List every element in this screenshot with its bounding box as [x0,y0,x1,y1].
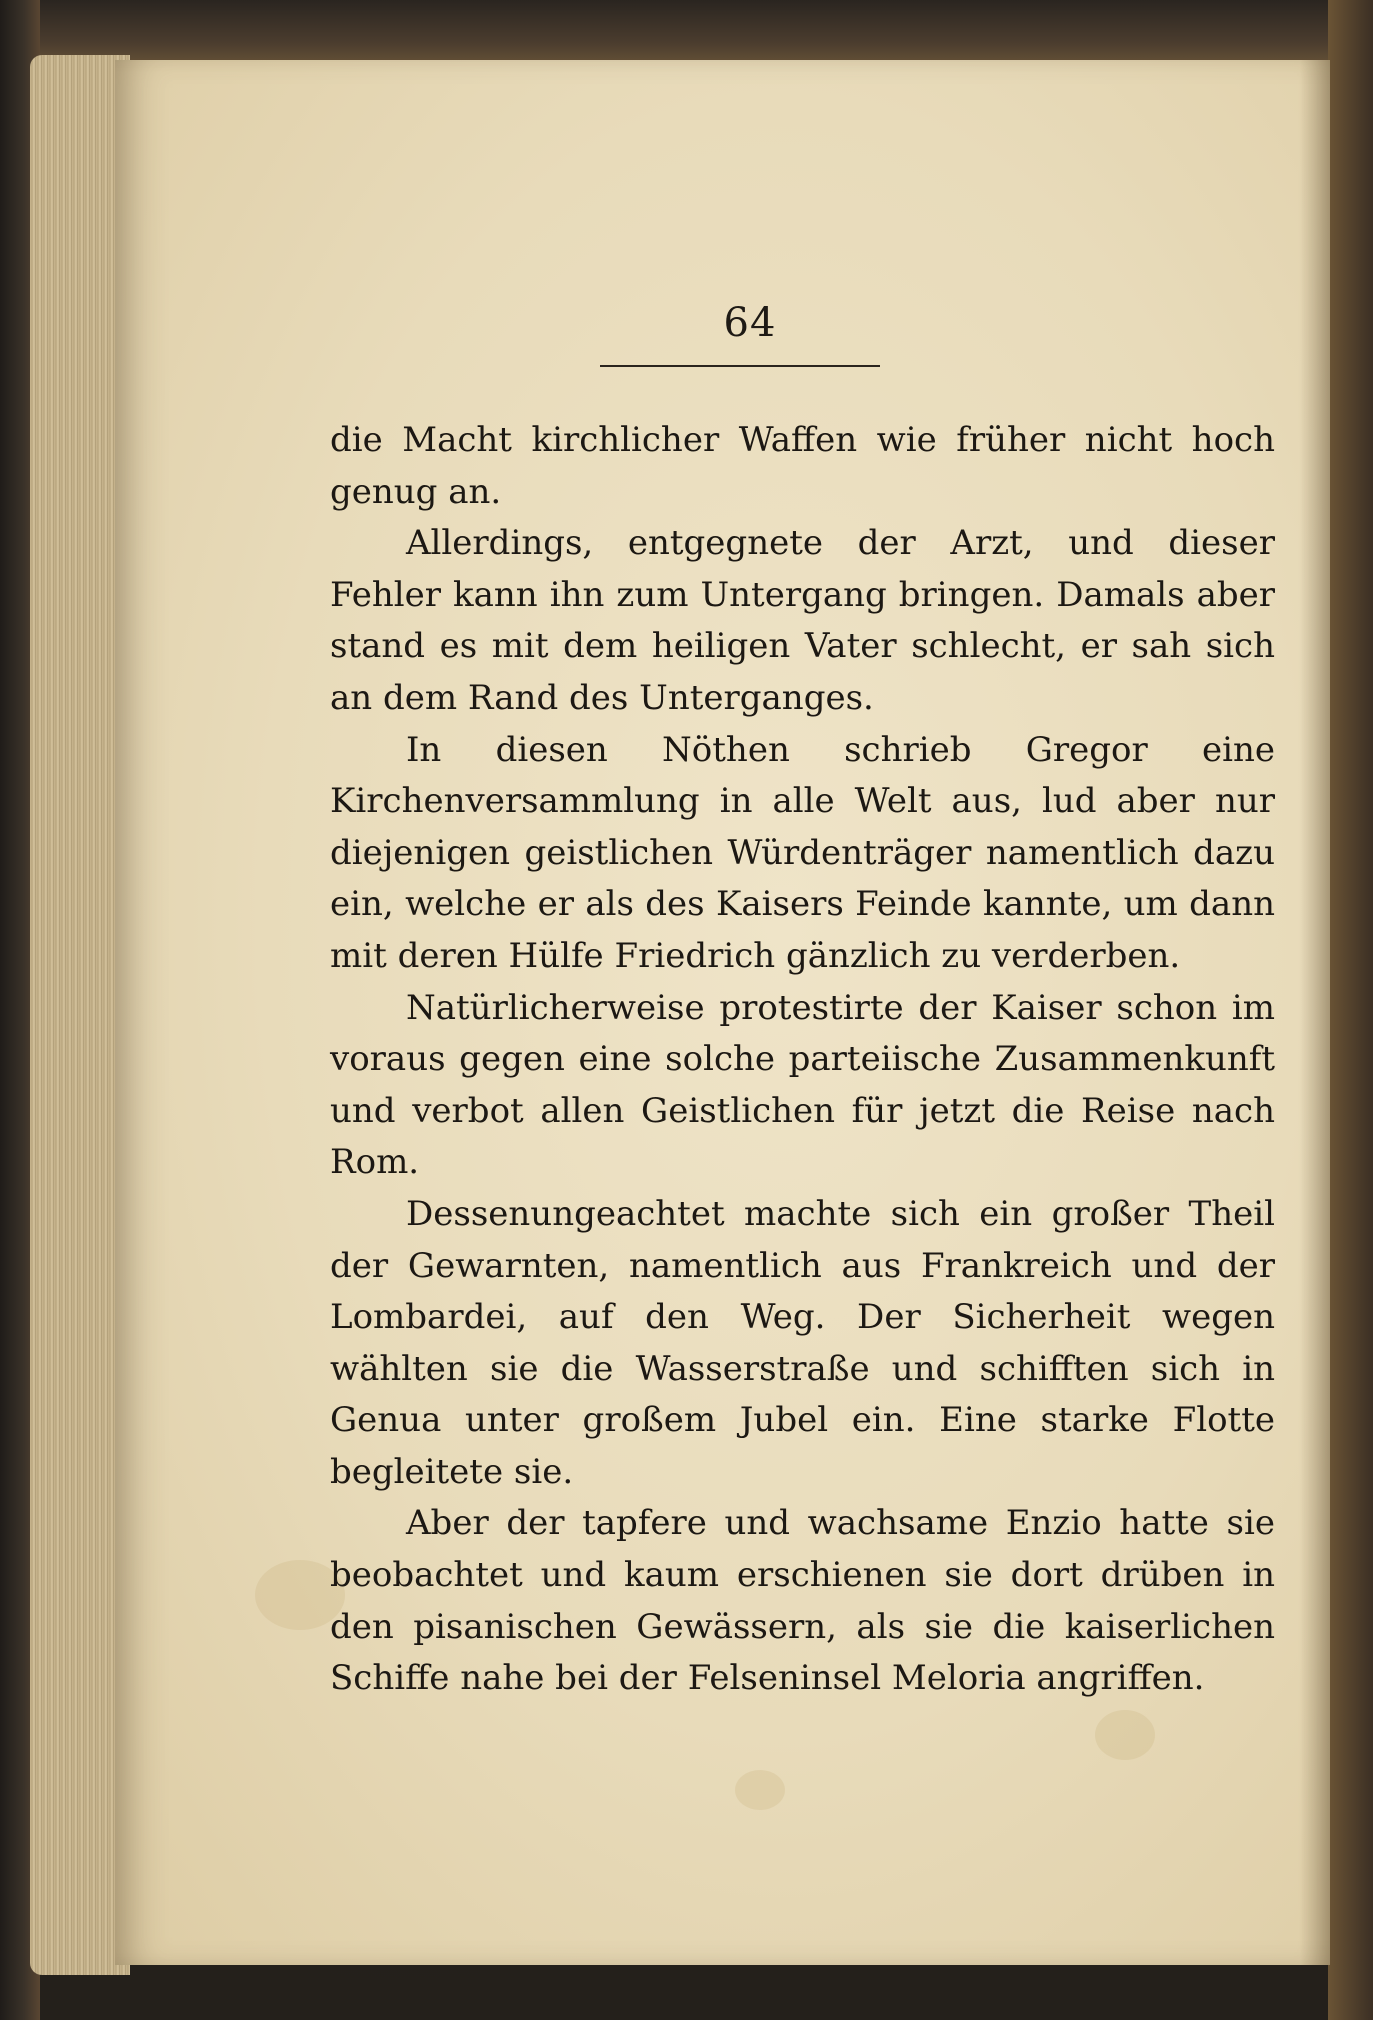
paragraph: Dessenungeachtet machte sich ein großer Theil der Gewarnten, namentlich aus Frankreich und der Lombardei, auf den Weg. Der Sicherheit wegen wählten sie die Wasserstraße und schifften sich in Genua unter großem Jubel ein. Eine starke Flotte begleitete sie. [330,1193,1275,1492]
body-text [330,415,1275,1705]
paragraph: In diesen Nöthen schrieb Gregor eine Kirchenversammlung in alle Welt aus, lud aber nur diejenigen geistlichen Würdenträger namentlich dazu ein, welche er als des Kaisers Feinde kannte, um dann mit deren Hülfe Friedrich gänzlich zu verderben. [330,729,1275,976]
paragraph: die Macht kirchlicher Waffen wie früher nicht hoch genug an. [330,420,1275,512]
paragraph: Aber der tapfere und wachsame Enzio hatte sie beobachtet und kaum erschienen sie dort drüben in den pisanischen Gewässern, als sie die kaiserlichen Schiffe nahe bei der Felseninsel Meloria angriffen. [330,1503,1275,1699]
page-number: 64 [723,300,777,346]
paragraph: Allerdings, entgegnete der Arzt, und dieser Fehler kann ihn zum Untergang bringen. Damals aber stand es mit dem heiligen Vater schlecht, er sah sich an dem Rand des Unterganges. [330,523,1275,718]
paper-stain [1095,1710,1155,1760]
book-page [115,60,1330,1965]
paper-stain [735,1770,785,1810]
header-rule [600,365,880,367]
paragraph: Natürlicherweise protestirte der Kaiser schon im voraus gegen eine solche parteiische Zusammenkunft und verbot allen Geistlichen für jetzt die Reise nach Rom. [330,987,1275,1183]
